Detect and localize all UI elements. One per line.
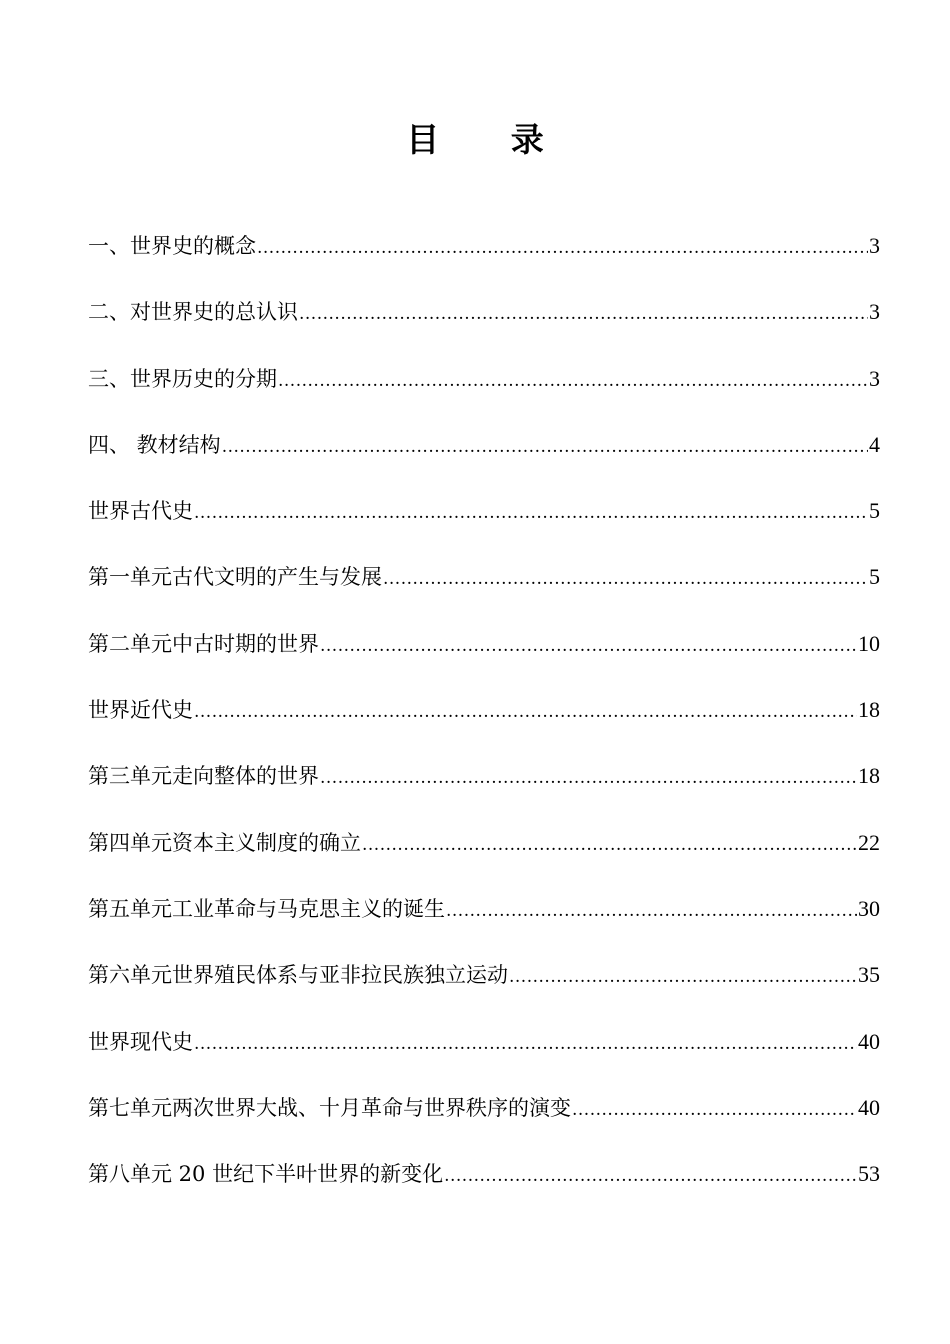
- toc-entry-label: 一、世界史的概念: [88, 234, 256, 258]
- toc-entry-label: 第七单元两次世界大战、十月革命与世界秩序的演变: [88, 1095, 571, 1120]
- toc-leader-dots: [320, 628, 857, 664]
- toc-entry-page: 4: [869, 431, 880, 457]
- toc-entry[interactable]: [88, 427, 880, 493]
- toc-entry-label: 世界近代史: [88, 698, 193, 723]
- toc-leader-dots: [572, 1092, 857, 1128]
- toc-entry[interactable]: [88, 825, 880, 891]
- toc-entry-page: 5: [869, 564, 880, 590]
- toc-entry-page: 22: [858, 829, 880, 855]
- toc-leader-dots: [383, 561, 868, 597]
- toc-entry-label: 二、对世界史的总认识: [88, 300, 298, 325]
- toc-entry[interactable]: [88, 1024, 880, 1090]
- toc-entry-label: 世界古代史: [88, 499, 193, 524]
- toc-entry[interactable]: [88, 957, 880, 1023]
- toc-entry-page: 53: [858, 1161, 880, 1187]
- toc-entry-label: 第八单元 20 世纪下半叶世界的新变化: [88, 1162, 444, 1187]
- toc-entry[interactable]: [88, 626, 880, 692]
- toc-entry-label: 第四单元资本主义制度的确立: [88, 830, 361, 855]
- toc-entry-label: 第三单元走向整体的世界: [88, 764, 319, 789]
- toc-entry-label: 第二单元中古时期的世界: [88, 631, 319, 656]
- toc-leader-dots: [446, 893, 857, 929]
- toc-list: [88, 228, 880, 1222]
- toc-entry[interactable]: [88, 891, 880, 957]
- toc-entry-page: 35: [858, 962, 880, 988]
- toc-entry[interactable]: [88, 493, 880, 559]
- toc-entry-page: 3: [869, 233, 880, 258]
- toc-leader-dots: [362, 827, 857, 863]
- toc-entry-page: 3: [869, 365, 880, 391]
- toc-entry[interactable]: [88, 294, 880, 360]
- toc-leader-dots: [194, 694, 857, 730]
- toc-title: 目 录: [406, 120, 574, 159]
- toc-entry-page: 10: [858, 630, 880, 656]
- toc-entry-page: 30: [858, 895, 880, 921]
- toc-leader-dots: [194, 1026, 857, 1062]
- toc-entry-page: 40: [858, 1094, 880, 1120]
- toc-entry[interactable]: [88, 361, 880, 427]
- toc-entry-page: 18: [858, 697, 880, 723]
- toc-entry[interactable]: [88, 559, 880, 625]
- toc-entry-label: 三、世界历史的分期: [88, 366, 277, 391]
- toc-leader-dots: [222, 429, 868, 465]
- toc-entry-label: 世界现代史: [88, 1029, 193, 1054]
- toc-entry[interactable]: [88, 758, 880, 824]
- toc-leader-dots: [194, 495, 868, 531]
- toc-leader-dots: [278, 363, 868, 399]
- toc-entry[interactable]: [88, 228, 880, 294]
- toc-leader-dots: [509, 959, 857, 995]
- toc-leader-dots: [444, 1158, 857, 1194]
- toc-entry-page: 5: [869, 498, 880, 524]
- toc-entry[interactable]: [88, 692, 880, 758]
- toc-entry-page: 18: [858, 763, 880, 789]
- toc-entry-label: 四、 教材结构: [88, 432, 221, 457]
- toc-entry-page: 40: [858, 1028, 880, 1054]
- toc-leader-dots: [320, 760, 857, 796]
- toc-leader-dots: [257, 230, 868, 266]
- toc-leader-dots: [299, 296, 868, 332]
- toc-entry-label: 第五单元工业革命与马克思主义的诞生: [88, 896, 445, 921]
- toc-entry-label: 第六单元世界殖民体系与亚非拉民族独立运动: [88, 963, 508, 988]
- toc-entry-label: 第一单元古代文明的产生与发展: [88, 565, 382, 590]
- toc-entry-page: 3: [869, 299, 880, 325]
- toc-entry[interactable]: [88, 1090, 880, 1156]
- toc-entry[interactable]: [88, 1156, 880, 1222]
